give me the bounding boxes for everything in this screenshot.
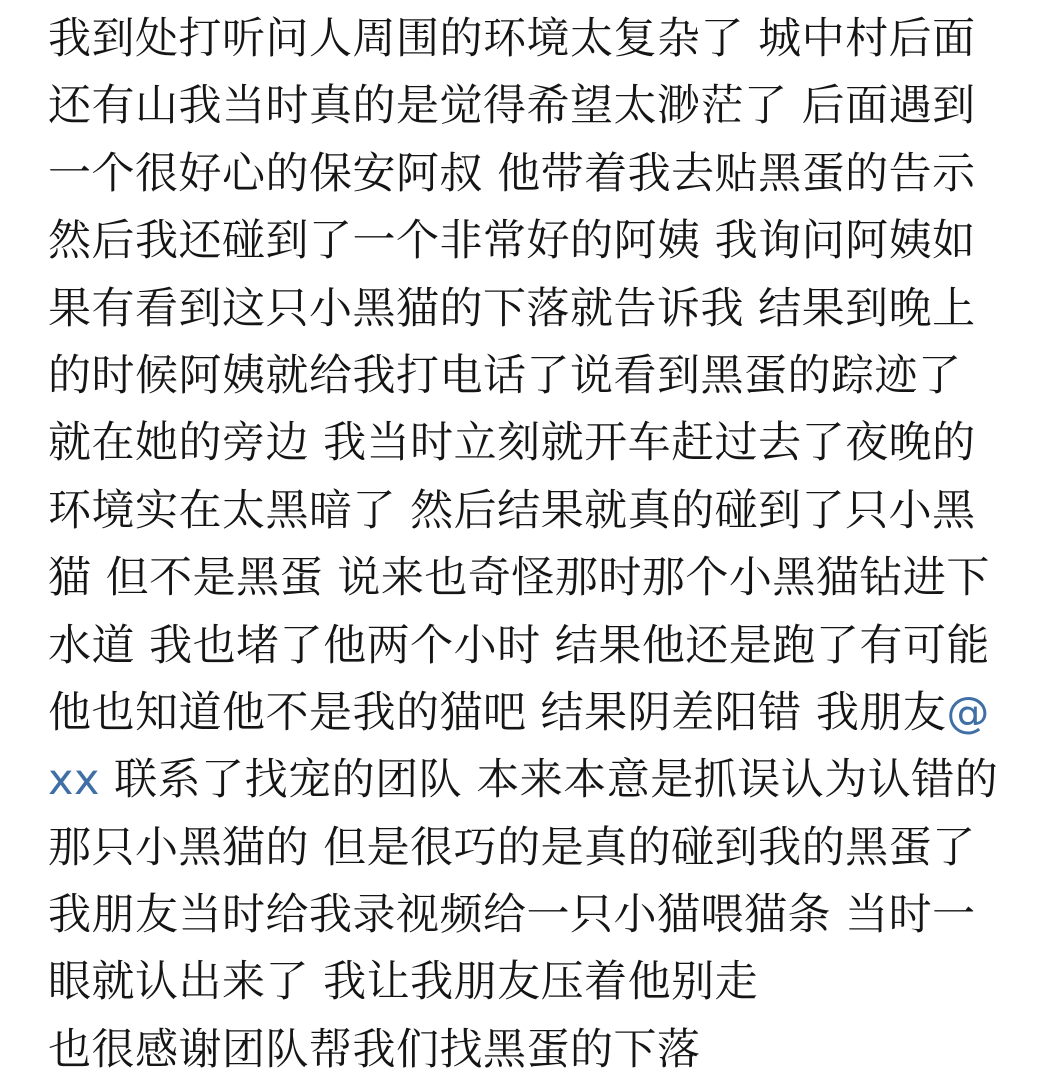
text-line-13 [48,815,1033,882]
text-segment: 然后我还碰到了一个非常好的阿姨 我询问阿姨如 [48,216,976,267]
text-line-9 [48,545,1033,612]
text-segment: 联系了找宠的团队 本来本意是抓误认为认错的 [114,755,999,806]
text-line-2 [48,73,1033,140]
text-segment: 还有山我当时真的是觉得希望太渺茫了 后面遇到 [48,81,976,132]
text-segment: 他也知道他不是我的猫吧 结果阴差阳错 我朋友 [48,687,947,738]
text-line-5 [48,276,1033,343]
text-segment: 就在她的旁边 我当时立刻就开车赶过去了夜晚的 [48,418,976,469]
text-line-3 [48,141,1033,208]
text-segment: 我到处打听问人周围的环境太复杂了 城中村后面 [48,14,976,64]
text-line-10 [48,613,1033,680]
text-segment [100,755,114,805]
text-line-1 [48,6,1033,73]
text-segment: 那只小黑猫的 但是很巧的是真的碰到我的黑蛋了 [48,822,976,873]
text-segment: 一个很好心的保安阿叔 他带着我去贴黑蛋的告示 [48,148,976,199]
text-segment: 我朋友当时给我录视频给一只小猫喂猫条 当时一 [48,890,976,941]
text-line-14 [48,882,1033,949]
text-line-16 [48,1017,1033,1084]
text-segment: 水道 我也堵了他两个小时 结果他还是跑了有可能 [48,620,990,671]
text-line-15 [48,949,1033,1016]
text-segment: 眼就认出来了 我让我朋友压着他别走 [48,957,759,1008]
text-line-4 [48,208,1033,275]
text-segment: 果有看到这只小黑猫的下落就告诉我 结果到晚上 [48,283,976,334]
post-body [48,6,1033,1084]
text-segment: 也很感谢团队帮我们找黑蛋的下落 [48,1024,701,1075]
text-segment: 环境实在太黑暗了 然后结果就真的碰到了只小黑 [48,485,976,536]
text-segment: 猫 但不是黑蛋 说来也奇怪那时那个小黑猫钻进下 [48,553,990,604]
text-line-7 [48,410,1033,477]
text-line-8 [48,478,1033,545]
text-segment: 的时候阿姨就给我打电话了说看到黑蛋的踪迹了 [48,350,962,401]
mention-at-sign[interactable]: @ [946,687,990,738]
text-line-6 [48,343,1033,410]
text-line-11 [48,680,1033,747]
mention-username-link[interactable]: xx [48,755,100,806]
text-line-12 [48,747,1033,814]
